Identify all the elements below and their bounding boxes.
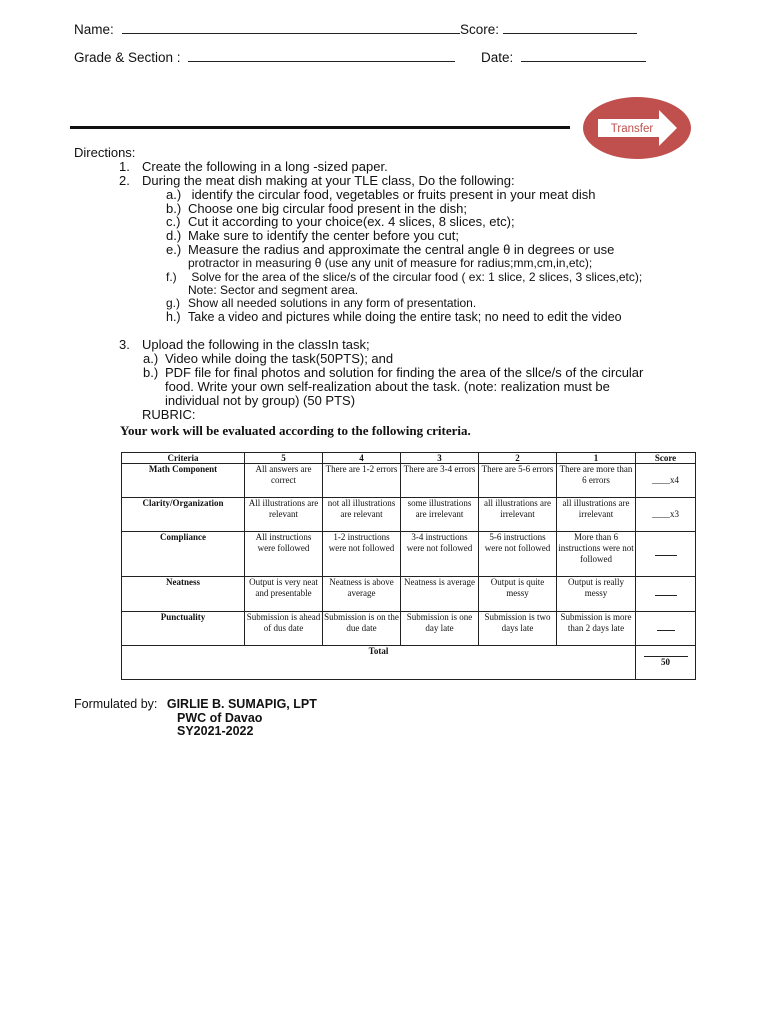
date-label: Date:: [481, 50, 514, 65]
score-label: Score:: [460, 22, 500, 37]
sub-list-item: [166, 215, 515, 229]
table-cell: 1-2 instructions were not followed: [323, 532, 401, 577]
list-marker: 3.: [119, 337, 130, 352]
sub-list-item: [166, 243, 614, 257]
total-row: [122, 646, 696, 680]
sub-list-item: [166, 188, 596, 202]
table-cell: There are 1-2 errors: [323, 464, 401, 498]
transfer-badge: [582, 96, 692, 160]
table-cell: Submission is ahead of dus date: [245, 612, 323, 646]
table-row: [122, 577, 696, 612]
grade-section-blank[interactable]: [188, 61, 455, 62]
sub-list-text: Note: Sector and segment area.: [188, 283, 359, 297]
header-divider: [70, 126, 570, 129]
score-cell[interactable]: ____x4: [636, 464, 696, 498]
table-cell: 3-4 instructions were not followed: [401, 532, 479, 577]
rubric-intro: Your work will be evaluated according to the following criteria.: [120, 423, 471, 438]
criteria-cell: Clarity/Organization: [122, 498, 245, 532]
sub-list-text: Choose one big circular food present in the dish;: [188, 201, 467, 216]
sub-list-marker: h.): [166, 310, 181, 324]
table-cell: not all illustrations are relevant: [323, 498, 401, 532]
score-cell[interactable]: [636, 532, 696, 577]
score-cell[interactable]: ____x3: [636, 498, 696, 532]
score-blank: [655, 595, 677, 596]
list-text: During the meat dish making at your TLE class, Do the following:: [142, 173, 515, 188]
rubric-table: [121, 452, 696, 680]
col-header: 5: [245, 453, 323, 464]
table-row: [122, 612, 696, 646]
school-year: SY2021-2022: [177, 724, 254, 738]
sub-list-marker: f.): [166, 270, 177, 284]
sub-list-marker: g.): [166, 296, 181, 310]
sub-list-marker: d.): [166, 228, 182, 243]
name-blank[interactable]: [122, 33, 460, 34]
sub-list-marker: a.): [143, 351, 159, 366]
col-header: 1: [557, 453, 636, 464]
sub-list-item: [143, 366, 643, 380]
table-row: [122, 498, 696, 532]
criteria-cell: Neatness: [122, 577, 245, 612]
sub-list-marker: b.): [166, 201, 182, 216]
name-field: [74, 22, 460, 37]
table-cell: 5-6 instructions were not followed: [479, 532, 557, 577]
sub-list-item: [166, 297, 476, 311]
table-cell: Output is very neat and presentable: [245, 577, 323, 612]
table-cell: some illustrations are irrelevant: [401, 498, 479, 532]
table-cell: Neatness is average: [401, 577, 479, 612]
name-label: Name:: [74, 22, 114, 37]
sub-list-item-continuation: [188, 257, 592, 271]
formulated-label: Formulated by:: [74, 697, 158, 711]
score-blank[interactable]: [503, 33, 637, 34]
sub-list-item-continuation: [165, 394, 355, 408]
directions-title: Directions:: [74, 145, 136, 160]
score-field: [460, 22, 637, 37]
sub-list-marker: e.): [166, 242, 182, 257]
sub-list-text: Take a video and pictures while doing the entire task; no need to edit the video: [188, 310, 622, 324]
score-blank: [657, 630, 675, 631]
formulated-by: [74, 697, 317, 711]
table-cell: There are more than 6 errors: [557, 464, 636, 498]
sub-list-item: [166, 229, 459, 243]
col-header: Score: [636, 453, 696, 464]
list-text: Upload the following in the classIn task;: [142, 337, 370, 352]
table-cell: all illustrations are irrelevant: [557, 498, 636, 532]
table-cell: There are 5-6 errors: [479, 464, 557, 498]
table-cell: All instructions were followed: [245, 532, 323, 577]
sub-list-text: individual not by group) (50 PTS): [165, 393, 356, 408]
score-cell[interactable]: [636, 612, 696, 646]
sub-list-marker: c.): [166, 214, 181, 229]
grade-section-field: [74, 50, 455, 65]
date-blank[interactable]: [521, 61, 646, 62]
sub-list-marker: a.): [166, 187, 182, 202]
list-item: [119, 174, 515, 188]
table-row: [122, 464, 696, 498]
list-marker: 2.: [119, 173, 130, 188]
table-cell: All answers are correct: [245, 464, 323, 498]
table-cell: All illustrations are relevant: [245, 498, 323, 532]
score-blank: [655, 555, 677, 556]
score-cell[interactable]: [636, 577, 696, 612]
col-header: Criteria: [122, 453, 245, 464]
sub-list-text: identify the circular food, vegetables or fruits present in your meat dish: [188, 187, 596, 202]
table-cell: Submission is one day late: [401, 612, 479, 646]
list-text: Create the following in a long -sized paper.: [142, 159, 388, 174]
sub-list-text: Make sure to identify the center before you cut;: [188, 228, 459, 243]
table-cell: More than 6 instructions were not followed: [557, 532, 636, 577]
sub-list-item: [166, 311, 622, 325]
date-field: [481, 50, 646, 65]
criteria-cell: Punctuality: [122, 612, 245, 646]
criteria-cell: Compliance: [122, 532, 245, 577]
total-cell: [636, 646, 696, 680]
table-cell: Neatness is above average: [323, 577, 401, 612]
table-cell: Submission is more than 2 days late: [557, 612, 636, 646]
sub-list-text: food. Write your own self-realization about the task. (note: realization must be: [165, 379, 610, 394]
sub-list-text: Cut it according to your choice(ex. 4 slices, 8 slices, etc);: [188, 214, 515, 229]
list-item: [119, 338, 370, 352]
table-cell: all illustrations are irrelevant: [479, 498, 557, 532]
rubric-header-row: [122, 453, 696, 464]
total-value: 50: [644, 656, 688, 668]
sub-list-text: protractor in measuring θ (use any unit of measure for radius;mm,cm,in,etc);: [188, 256, 593, 270]
col-header: 4: [323, 453, 401, 464]
table-cell: Submission is two days late: [479, 612, 557, 646]
list-item: [119, 160, 388, 174]
table-cell: Submission is on the due date: [323, 612, 401, 646]
table-cell: Output is really messy: [557, 577, 636, 612]
author-name: GIRLIE B. SUMAPIG, LPT: [166, 697, 317, 711]
sub-list-text: Measure the radius and approximate the central angle θ in degrees or use: [188, 242, 615, 257]
table-row: [122, 532, 696, 577]
sub-list-item-continuation: [165, 380, 610, 394]
sub-list-text: PDF file for final photos and solution for finding the area of the sllce/s of the circular: [165, 365, 644, 380]
col-header: 3: [401, 453, 479, 464]
rubric-label: RUBRIC:: [142, 407, 196, 422]
sub-list-text: Solve for the area of the slice/s of the circular food ( ex: 1 slice, 2 slices, 3 slices,etc);: [188, 270, 643, 284]
sub-list-item: [143, 352, 393, 366]
sub-list-marker: b.): [143, 365, 159, 380]
col-header: 2: [479, 453, 557, 464]
total-label: Total: [122, 646, 636, 680]
grade-section-label: Grade & Section :: [74, 50, 181, 65]
table-cell: There are 3-4 errors: [401, 464, 479, 498]
table-cell: Output is quite messy: [479, 577, 557, 612]
sub-list-text: Show all needed solutions in any form of presentation.: [188, 296, 477, 310]
criteria-cell: Math Component: [122, 464, 245, 498]
list-marker: 1.: [119, 159, 130, 174]
sub-list-text: Video while doing the task(50PTS); and: [165, 351, 394, 366]
organization: PWC of Davao: [177, 711, 263, 725]
transfer-badge-label: Transfer: [610, 123, 654, 135]
